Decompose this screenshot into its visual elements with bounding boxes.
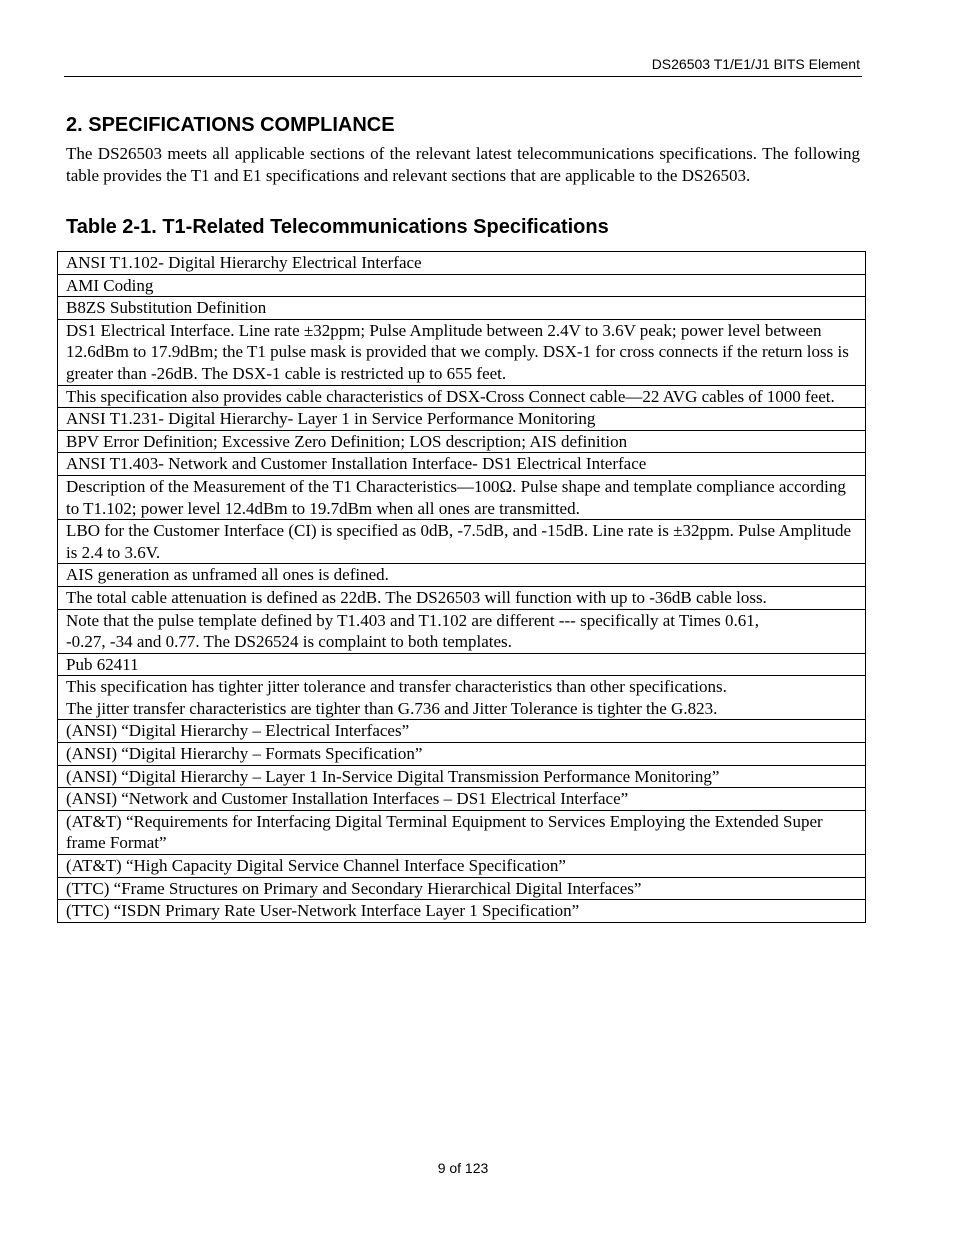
table-row	[58, 274, 866, 297]
table-row	[58, 788, 866, 811]
table-cell: AIS generation as unframed all ones is defined.	[58, 564, 866, 587]
table-row	[58, 430, 866, 453]
section-heading: 2. SPECIFICATIONS COMPLIANCE	[66, 114, 395, 136]
table-row	[58, 810, 866, 854]
table-cell: This specification also provides cable characteristics of DSX-Cross Connect cable—22 AVG cables of 1000 feet.	[58, 385, 866, 408]
table-cell: This specification has tighter jitter tolerance and transfer characteristics than other specifications. The jitter transfer characteristics are tighter than G.736 and Jitter Tolerance is tighter the G.823.	[58, 676, 866, 720]
table-row	[58, 653, 866, 676]
table-row	[58, 676, 866, 720]
table-row	[58, 720, 866, 743]
table-row	[58, 743, 866, 766]
table-cell: DS1 Electrical Interface. Line rate ±32ppm; Pulse Amplitude between 2.4V to 3.6V peak; power level between 12.6dBm to 17.9dBm; the T1 pulse mask is provided that we comply. DSX-1 for cross connects if the return loss is greater than -26dB. The DSX-1 cable is restricted up to 655 feet.	[58, 319, 866, 385]
table-row	[58, 586, 866, 609]
table-title: Table 2-1. T1-Related Telecommunications Specifications	[66, 216, 609, 238]
table-cell: BPV Error Definition; Excessive Zero Definition; LOS description; AIS definition	[58, 430, 866, 453]
table-row	[58, 855, 866, 878]
table-row	[58, 475, 866, 519]
table-cell: The total cable attenuation is defined as 22dB. The DS26503 will function with up to -36dB cable loss.	[58, 586, 866, 609]
table-cell: Description of the Measurement of the T1 Characteristics—100Ω. Pulse shape and template compliance according to T1.102; power level 12.4dBm to 19.7dBm when all ones are transmitted.	[58, 475, 866, 519]
header-divider	[64, 76, 862, 77]
table-cell: AMI Coding	[58, 274, 866, 297]
table-cell: ANSI T1.231- Digital Hierarchy- Layer 1 in Service Performance Monitoring	[58, 408, 866, 431]
table-cell: ANSI T1.403- Network and Customer Installation Interface- DS1 Electrical Interface	[58, 453, 866, 476]
table-row	[58, 453, 866, 476]
table-row	[58, 408, 866, 431]
table-row	[58, 520, 866, 564]
table-row	[58, 765, 866, 788]
table-cell: Pub 62411	[58, 653, 866, 676]
table-row	[58, 609, 866, 653]
table-cell: (AT&T) “Requirements for Interfacing Digital Terminal Equipment to Services Employing the Extended Super frame Format”	[58, 810, 866, 854]
page-number: 9 of 123	[437, 1160, 489, 1176]
running-header: DS26503 T1/E1/J1 BITS Element	[651, 56, 860, 72]
table-cell: Note that the pulse template defined by T1.403 and T1.102 are different --- specifically at Times 0.61, -0.27, -34 and 0.77. The DS26524 is complaint to both templates.	[58, 609, 866, 653]
table-cell: (ANSI) “Digital Hierarchy – Electrical Interfaces”	[58, 720, 866, 743]
table-cell: LBO for the Customer Interface (CI) is specified as 0dB, -7.5dB, and -15dB. Line rate is ±32ppm. Pulse Amplitude is 2.4 to 3.6V.	[58, 520, 866, 564]
table-row	[58, 564, 866, 587]
table-row	[58, 877, 866, 900]
intro-paragraph: The DS26503 meets all applicable sections of the relevant latest telecommunications specifications. The following table provides the T1 and E1 specifications and relevant sections that are applicable to the DS26503.	[66, 144, 860, 185]
spec-table	[57, 251, 866, 923]
table-cell: (ANSI) “Digital Hierarchy – Layer 1 In-Service Digital Transmission Performance Monitoring”	[58, 765, 866, 788]
table-cell: (TTC) “ISDN Primary Rate User-Network Interface Layer 1 Specification”	[58, 900, 866, 923]
table-row	[58, 900, 866, 923]
table-row	[58, 297, 866, 320]
table-cell: (ANSI) “Network and Customer Installation Interfaces – DS1 Electrical Interface”	[58, 788, 866, 811]
table-row	[58, 252, 866, 275]
table-cell: (TTC) “Frame Structures on Primary and Secondary Hierarchical Digital Interfaces”	[58, 877, 866, 900]
table-cell: B8ZS Substitution Definition	[58, 297, 866, 320]
table-row	[58, 319, 866, 385]
table-cell: ANSI T1.102- Digital Hierarchy Electrical Interface	[58, 252, 866, 275]
table-cell: (AT&T) “High Capacity Digital Service Channel Interface Specification”	[58, 855, 866, 878]
table-cell: (ANSI) “Digital Hierarchy – Formats Specification”	[58, 743, 866, 766]
table-row	[58, 385, 866, 408]
